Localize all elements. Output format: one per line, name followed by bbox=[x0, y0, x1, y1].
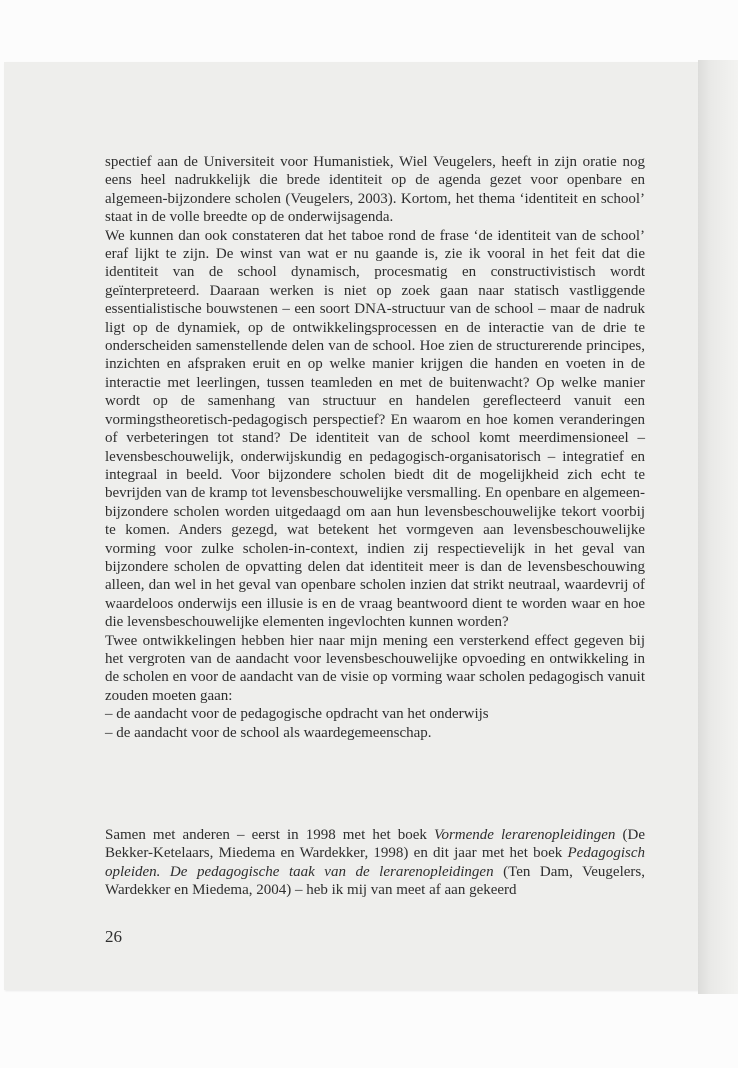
text-run: (De Bekker-Ketelaars, Miedema en Wardekker, 1998) en dit jaar met het boek bbox=[105, 827, 645, 862]
paragraph bbox=[105, 826, 645, 900]
text-run: (Ten Dam, Veugelers, Wardekker en Miedema, 2004) – heb ik mij van meet af aan gekeerd bbox=[105, 863, 645, 899]
paragraph: Twee ontwikkelingen hebben hier naar mijn mening een versterkend effect gegeven bij het vergroten van de aandacht voor levensbeschouwelijke opvoeding en ontwikkeling in de scholen en voor de aandacht van de visie op vorming waar scholen pedagogisch vanuit zouden moeten gaan: bbox=[105, 632, 645, 704]
page-number: 26 bbox=[105, 927, 122, 946]
paragraph: spectief aan de Universiteit voor Humanistiek, Wiel Veugelers, heeft in zijn oratie nog eens heel nadrukkelijk die brede identiteit op de agenda gezet voor openbare en algemeen-bijzondere scholen (Veugelers, 2003). Kortom, het thema ‘identiteit en school’ staat in de volle breedte op de onderwijsagenda. bbox=[105, 154, 645, 226]
page-edge bbox=[698, 60, 738, 994]
book-title: Pedagogisch opleiden. De pedagogische taak van de lerarenopleidingen bbox=[105, 845, 645, 880]
main-text-block bbox=[105, 153, 645, 742]
list-item: – de aandacht voor de school als waardegemeenschap. bbox=[105, 724, 432, 741]
book-title: Vormende lerarenopleidingen bbox=[433, 827, 616, 843]
list-item: – de aandacht voor de pedagogische opdracht van het onderwijs bbox=[105, 706, 489, 723]
text-run: Samen met anderen – eerst in 1998 met het boek bbox=[105, 827, 434, 843]
second-text-block bbox=[105, 826, 645, 900]
paragraph: We kunnen dan ook constateren dat het taboe rond de frase ‘de identiteit van de school’ eraf lijkt te zijn. De winst van wat er nu gaande is, zie ik vooral in het feit dat die identiteit van de school dynamisch, procesmatig en constructivistisch wordt geïnterpreteerd. Daaraan werken is niet op zoek gaan naar statisch vastliggende essentialistische bouwstenen – een soort DNA-structuur van de school – maar de nadruk ligt op de dynamiek, op de ontwikkelingsprocessen en de interactie van de drie te onderscheiden samenstellende delen van de school. Hoe zien de structurerende principes, inzichten en afspraken eruit en op welke manier krijgen die handen en voeten in de interactie met leerlingen, tussen teamleden en met de buitenwacht? Op welke manier wordt op de samenhang van structuur en handelen gereflecteerd vanuit een vormingstheoretisch-pedagogisch perspectief? En waarom en hoe komen veranderingen of verbeteringen tot stand? De identiteit van de school komt meerdimensioneel – levensbeschouwelijk, onderwijskundig en pedagogisch-organisatorisch – integratief en integraal in beeld. Voor bijzondere scholen biedt dit de mogelijkheid zich echt te bevrijden van de kramp tot levensbeschouwelijke versmalling. En openbare en algemeen-bijzondere scholen worden uitgedaagd om aan hun levensbeschouwelijke tekort voorbij te komen. Anders gezegd, wat betekent het vormgeven aan levensbeschouwelijke vorming voor zulke scholen-in-context, indien zij respectievelijk in het geval van bijzondere scholen de opvatting delen dat identiteit meer is dan de levensbeschouwing alleen, dan wel in het geval van openbare scholen inzien dat strikt neutraal, waardevrij of waardeloos onderwijs een illusie is en de vraag beantwoord dient te worden waar en hoe die levensbeschouwelijke elementen ingevlochten kunnen worden? bbox=[105, 227, 645, 631]
